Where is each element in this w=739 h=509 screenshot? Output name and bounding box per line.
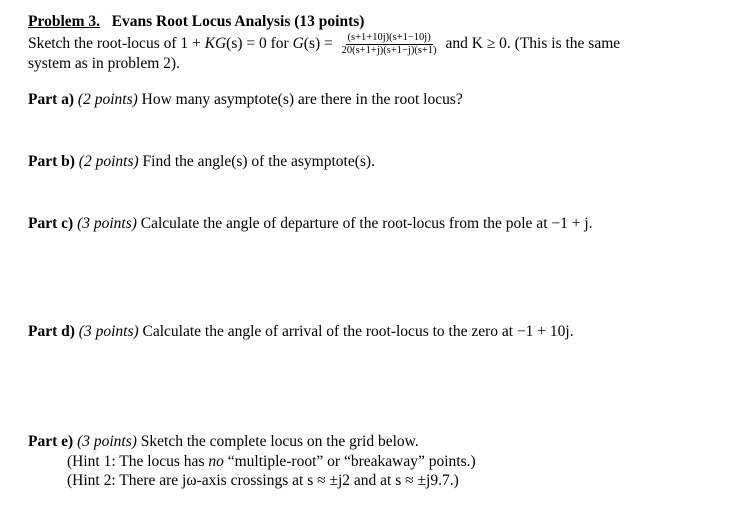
part-text: Find the angle(s) of the asymptote(s).	[138, 153, 375, 170]
statement-eq: (s) =	[303, 35, 337, 53]
statement-g: G	[292, 35, 304, 53]
statement-tail: and K ≥ 0. (This is the same	[445, 35, 621, 53]
part-text: How many asymptote(s) are there in the root locus?	[137, 91, 463, 108]
statement-kg: KG	[204, 35, 227, 53]
statement-text: Sketch the root-locus of 1 +	[28, 35, 205, 53]
part-text: Calculate the angle of arrival of the root-locus to the zero at −1 + 10j.	[138, 323, 574, 340]
part-points: (2 points)	[77, 91, 138, 108]
problem-title: Evans Root Locus Analysis (13 points)	[111, 13, 365, 30]
part-c	[28, 214, 593, 234]
hint-1	[67, 452, 476, 472]
part-points: (2 points)	[78, 153, 139, 170]
part-points: (3 points)	[77, 215, 137, 232]
part-d	[28, 322, 574, 342]
hint-1-text: (Hint 1: The locus has	[67, 453, 209, 470]
hint-1-emphasis: no	[208, 453, 224, 470]
part-points: (3 points)	[78, 323, 139, 340]
fraction-numerator: (s+1+10j)(s+1−10j)	[347, 32, 431, 43]
part-e	[28, 432, 419, 452]
part-label: Part e)	[28, 433, 74, 450]
fraction-denominator: 20(s+1+j)(s+1−j)(s+1)	[341, 45, 437, 56]
hint-2: (Hint 2: There are jω-axis crossings at s ≈ ±j2 and at s ≈ ±j9.7.)	[67, 472, 459, 489]
part-text: Sketch the complete locus on the grid below.	[136, 433, 419, 450]
statement-text-2: (s) = 0 for	[226, 35, 293, 53]
part-label: Part c)	[28, 215, 74, 232]
part-label: Part d)	[28, 323, 75, 340]
hint-1-text-2: “multiple-root” or “breakaway” points.)	[223, 453, 476, 470]
part-label: Part a)	[28, 91, 75, 108]
part-b	[28, 152, 375, 172]
part-text: Calculate the angle of departure of the root-locus from the pole at −1 + j.	[136, 215, 593, 232]
problem-header	[28, 12, 364, 32]
part-label: Part b)	[28, 153, 75, 170]
transfer-function-fraction	[340, 32, 439, 57]
part-points: (3 points)	[77, 433, 137, 450]
problem-number: Problem 3.	[28, 13, 101, 30]
problem-statement-line2: system as in problem 2).	[28, 55, 180, 72]
part-a	[28, 90, 463, 110]
